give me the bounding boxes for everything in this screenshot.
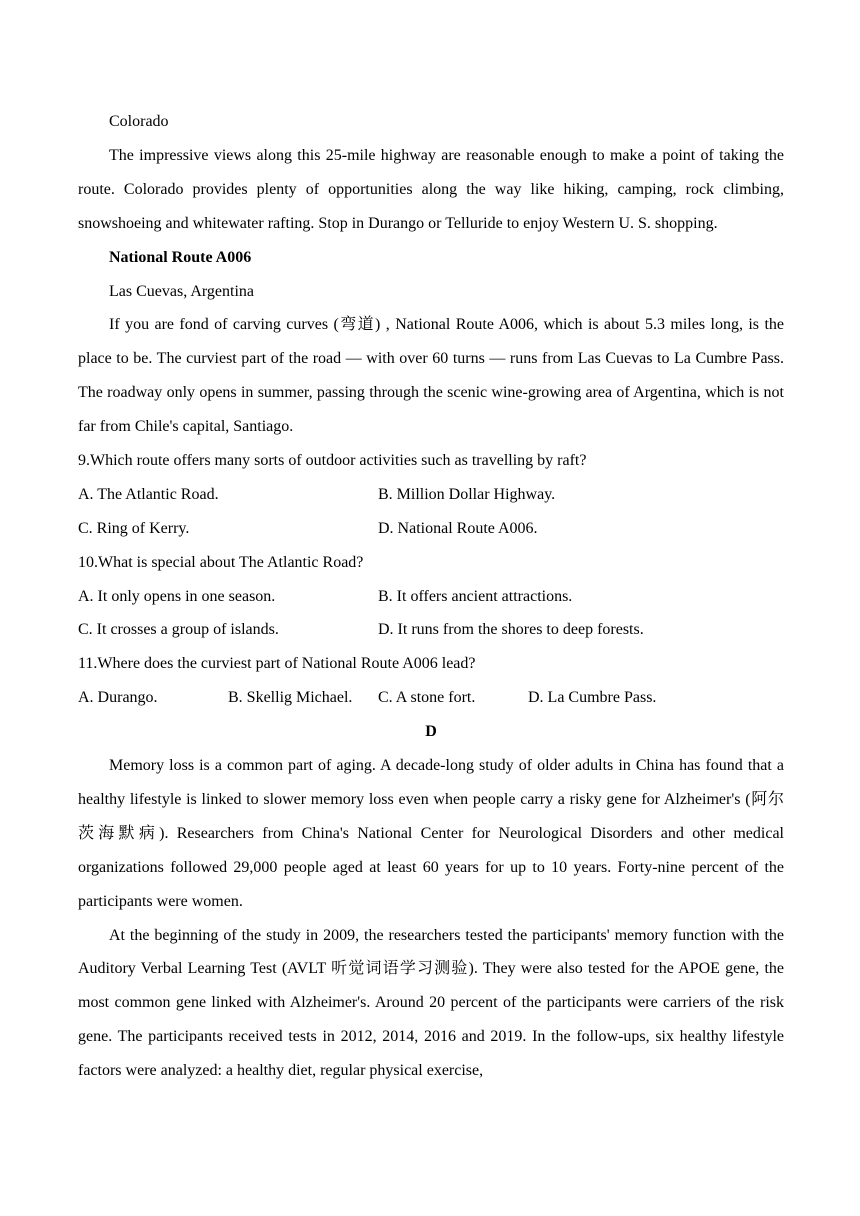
question-10-stem: 10.What is special about The Atlantic Road? [78,553,364,571]
question-11-option-d: D. La Cumbre Pass. [528,689,657,707]
location-colorado: Colorado [109,113,169,130]
section-heading-d: D [425,723,437,741]
question-11-option-b: B. Skellig Michael. [228,689,353,707]
question-9-option-a: A. The Atlantic Road. [78,485,219,503]
question-10-options-row-2 [78,613,784,647]
question-9-option-d: D. National Route A006. [378,519,538,537]
question-9-options-row-1 [78,478,784,512]
question-9-option-b: B. Million Dollar Highway. [378,485,556,503]
question-10-option-b: B. It offers ancient attractions. [378,587,573,605]
route-title: National Route A006 [109,248,252,266]
question-10-option-c: C. It crosses a group of islands. [78,621,279,639]
question-9-option-c: C. Ring of Kerry. [78,519,190,537]
question-11-stem: 11.Where does the curviest part of National Route A006 lead? [78,655,476,673]
paragraph-route: If you are fond of carving curves (弯道) , National Route A006, which is about 5.3 miles long, is the place to be. The curviest part of the road — with over 60 turns — runs from Las Cuevas to La Cumbre Pass. The roadway only opens in summer, passing through the scenic wine-growing area of Argentina, which is not far from Chile's capital, Santiago. [78,316,784,436]
question-10-options-row-1 [78,580,784,614]
question-9-stem: 9.Which route offers many sorts of outdoor activities such as travelling by raft? [78,452,587,470]
route-location: Las Cuevas, Argentina [109,282,255,300]
question-10-option-a: A. It only opens in one season. [78,587,276,605]
paragraph-colorado: The impressive views along this 25-mile highway are reasonable enough to make a point of taking the route. Colorado provides plenty of opportunities along the way like hiking, camping, rock climbing, snowshoeing and whitewater rafting. Stop in Durango or Telluride to enjoy Western U. S. shopping. [78,146,784,232]
paragraph-d-2: At the beginning of the study in 2009, the researchers tested the participants' memory function with the Auditory Verbal Learning Test (AVLT 听觉词语学习测验). They were also tested for the APOE gene, the most common gene linked with Alzheimer's. Around 20 percent of the participants were carriers of the risk gene. The participants received tests in 2012, 2014, 2016 and 2019. In the follow-ups, six healthy lifestyle factors were analyzed: a healthy diet, regular physical exercise, [78,926,784,1080]
paragraph-d-1: Memory loss is a common part of aging. A decade-long study of older adults in China has found that a healthy lifestyle is linked to slower memory loss even when people carry a risky gene for Alzheimer's (阿尔茨海默病). Researchers from China's National Center for Neurological Disorders and other medical organizations followed 29,000 people aged at least 60 years for up to 10 years. Forty-nine percent of the participants were women. [78,757,784,910]
question-11-option-a: A. Durango. [78,689,158,707]
question-9-options-row-2 [78,512,784,546]
question-10-option-d: D. It runs from the shores to deep forests. [378,621,644,639]
question-11-options-row [78,681,784,715]
question-11-option-c: C. A stone fort. [378,689,476,707]
